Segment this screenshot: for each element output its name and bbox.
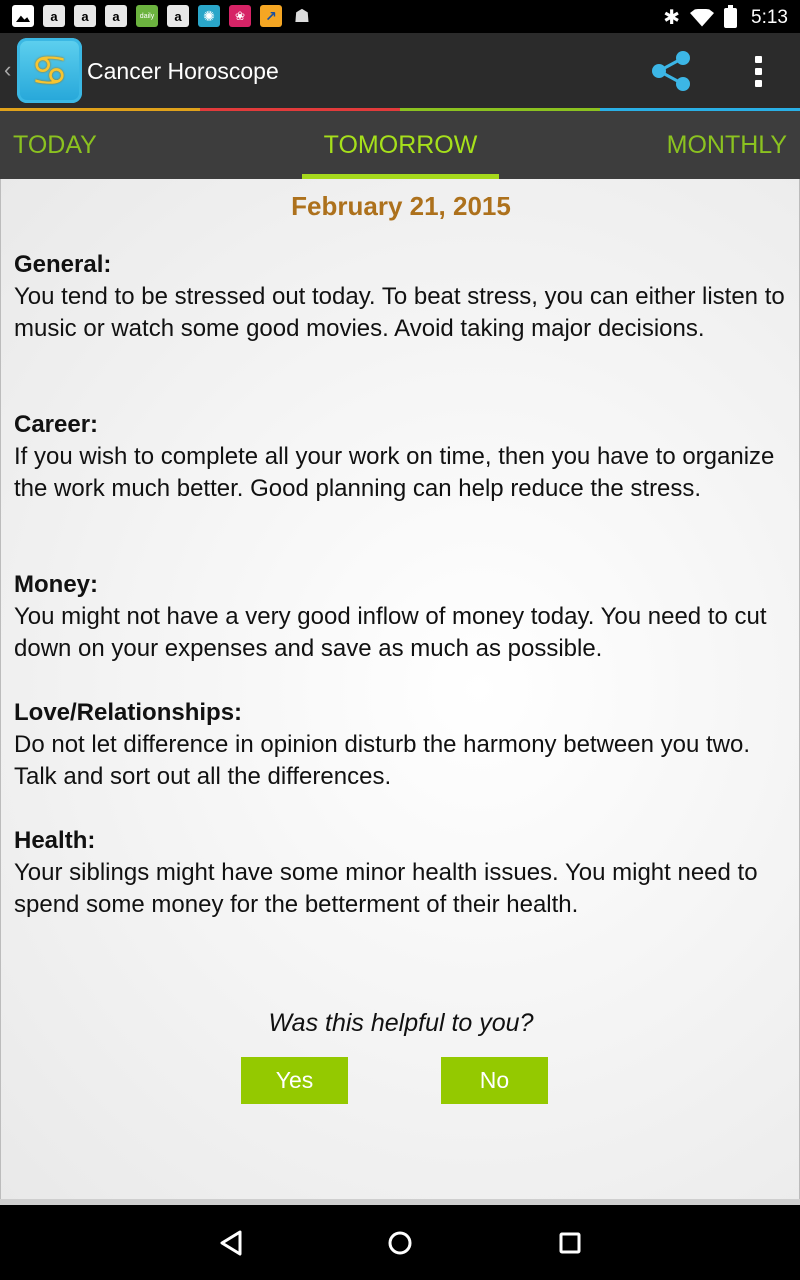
overflow-dot	[755, 56, 762, 63]
section-heading: Money:	[14, 571, 98, 598]
tab-today[interactable]: TODAY	[13, 130, 97, 159]
android-icon: ☗	[293, 5, 311, 26]
amazon-icon: a	[74, 5, 96, 27]
battery-icon	[724, 8, 737, 28]
notification-icons	[12, 5, 313, 27]
tab-bar	[0, 111, 800, 179]
bluetooth-icon: ✱	[663, 7, 681, 29]
horoscope-content[interactable]	[0, 179, 800, 1199]
page-title: Cancer Horoscope	[87, 58, 279, 84]
clock: 5:13	[751, 6, 788, 28]
section-heading: Career:	[14, 411, 99, 438]
section-money	[14, 569, 794, 665]
section-text: Do not let difference in opinion disturb the harmony between you two. Talk and sort out all the differences.	[14, 731, 751, 790]
section-text: If you wish to complete all your work on time, then you have to organize the work much better. Good planning can help reduce the stress.	[14, 443, 775, 502]
up-caret-icon[interactable]: ‹	[4, 57, 12, 82]
section-heading: Health:	[14, 827, 96, 854]
recent-apps-icon	[558, 1231, 582, 1255]
section-text: You tend to be stressed out today. To beat stress, you can either listen to music or watch some good movies. Avoid taking major decisions.	[14, 283, 785, 342]
system-icons	[663, 5, 788, 30]
navigation-bar	[0, 1205, 800, 1280]
share-icon	[649, 50, 693, 92]
section-text: You might not have a very good inflow of money today. You need to cut down on your expenses and save as much as possible.	[14, 603, 767, 662]
recent-apps-button[interactable]	[550, 1223, 590, 1263]
feedback-question: Was this helpful to you?	[268, 1009, 534, 1037]
section-text: Your siblings might have some minor health issues. You might need to spend some money for the betterment of their health.	[14, 859, 758, 918]
share-button[interactable]	[645, 47, 697, 95]
photo-icon	[12, 5, 34, 27]
yes-button[interactable]: Yes	[241, 1057, 348, 1104]
section-career	[14, 409, 794, 505]
section-health	[14, 825, 794, 921]
horoscope-date: February 21, 2015	[291, 191, 511, 221]
cancer-glyph: ♋	[30, 47, 69, 94]
section-general	[14, 249, 794, 345]
wifi-icon	[690, 9, 714, 27]
chart-icon: ↗	[260, 5, 282, 27]
tab-monthly[interactable]: MONTHLY	[666, 130, 787, 159]
section-heading: Love/Relationships:	[14, 699, 243, 726]
cancer-zodiac-icon[interactable]	[17, 38, 82, 103]
overflow-dot	[755, 80, 762, 87]
amazon-icon: a	[167, 5, 189, 27]
no-button[interactable]: No	[441, 1057, 548, 1104]
home-button[interactable]	[380, 1223, 420, 1263]
tab-tomorrow[interactable]: TOMORROW	[323, 130, 478, 159]
overflow-menu-button[interactable]	[740, 47, 776, 95]
amazon-icon: a	[43, 5, 65, 27]
back-icon	[218, 1229, 244, 1257]
back-button[interactable]	[211, 1223, 251, 1263]
home-icon	[386, 1229, 414, 1257]
section-love	[14, 697, 794, 793]
section-heading: General:	[14, 251, 112, 278]
action-bar	[0, 33, 800, 108]
amazon-icon: a	[105, 5, 127, 27]
overflow-dot	[755, 68, 762, 75]
daily-icon: daily	[136, 5, 158, 27]
globe-icon: ✺	[198, 5, 220, 27]
status-bar	[0, 0, 800, 33]
lotus-icon: ❀	[229, 5, 251, 27]
